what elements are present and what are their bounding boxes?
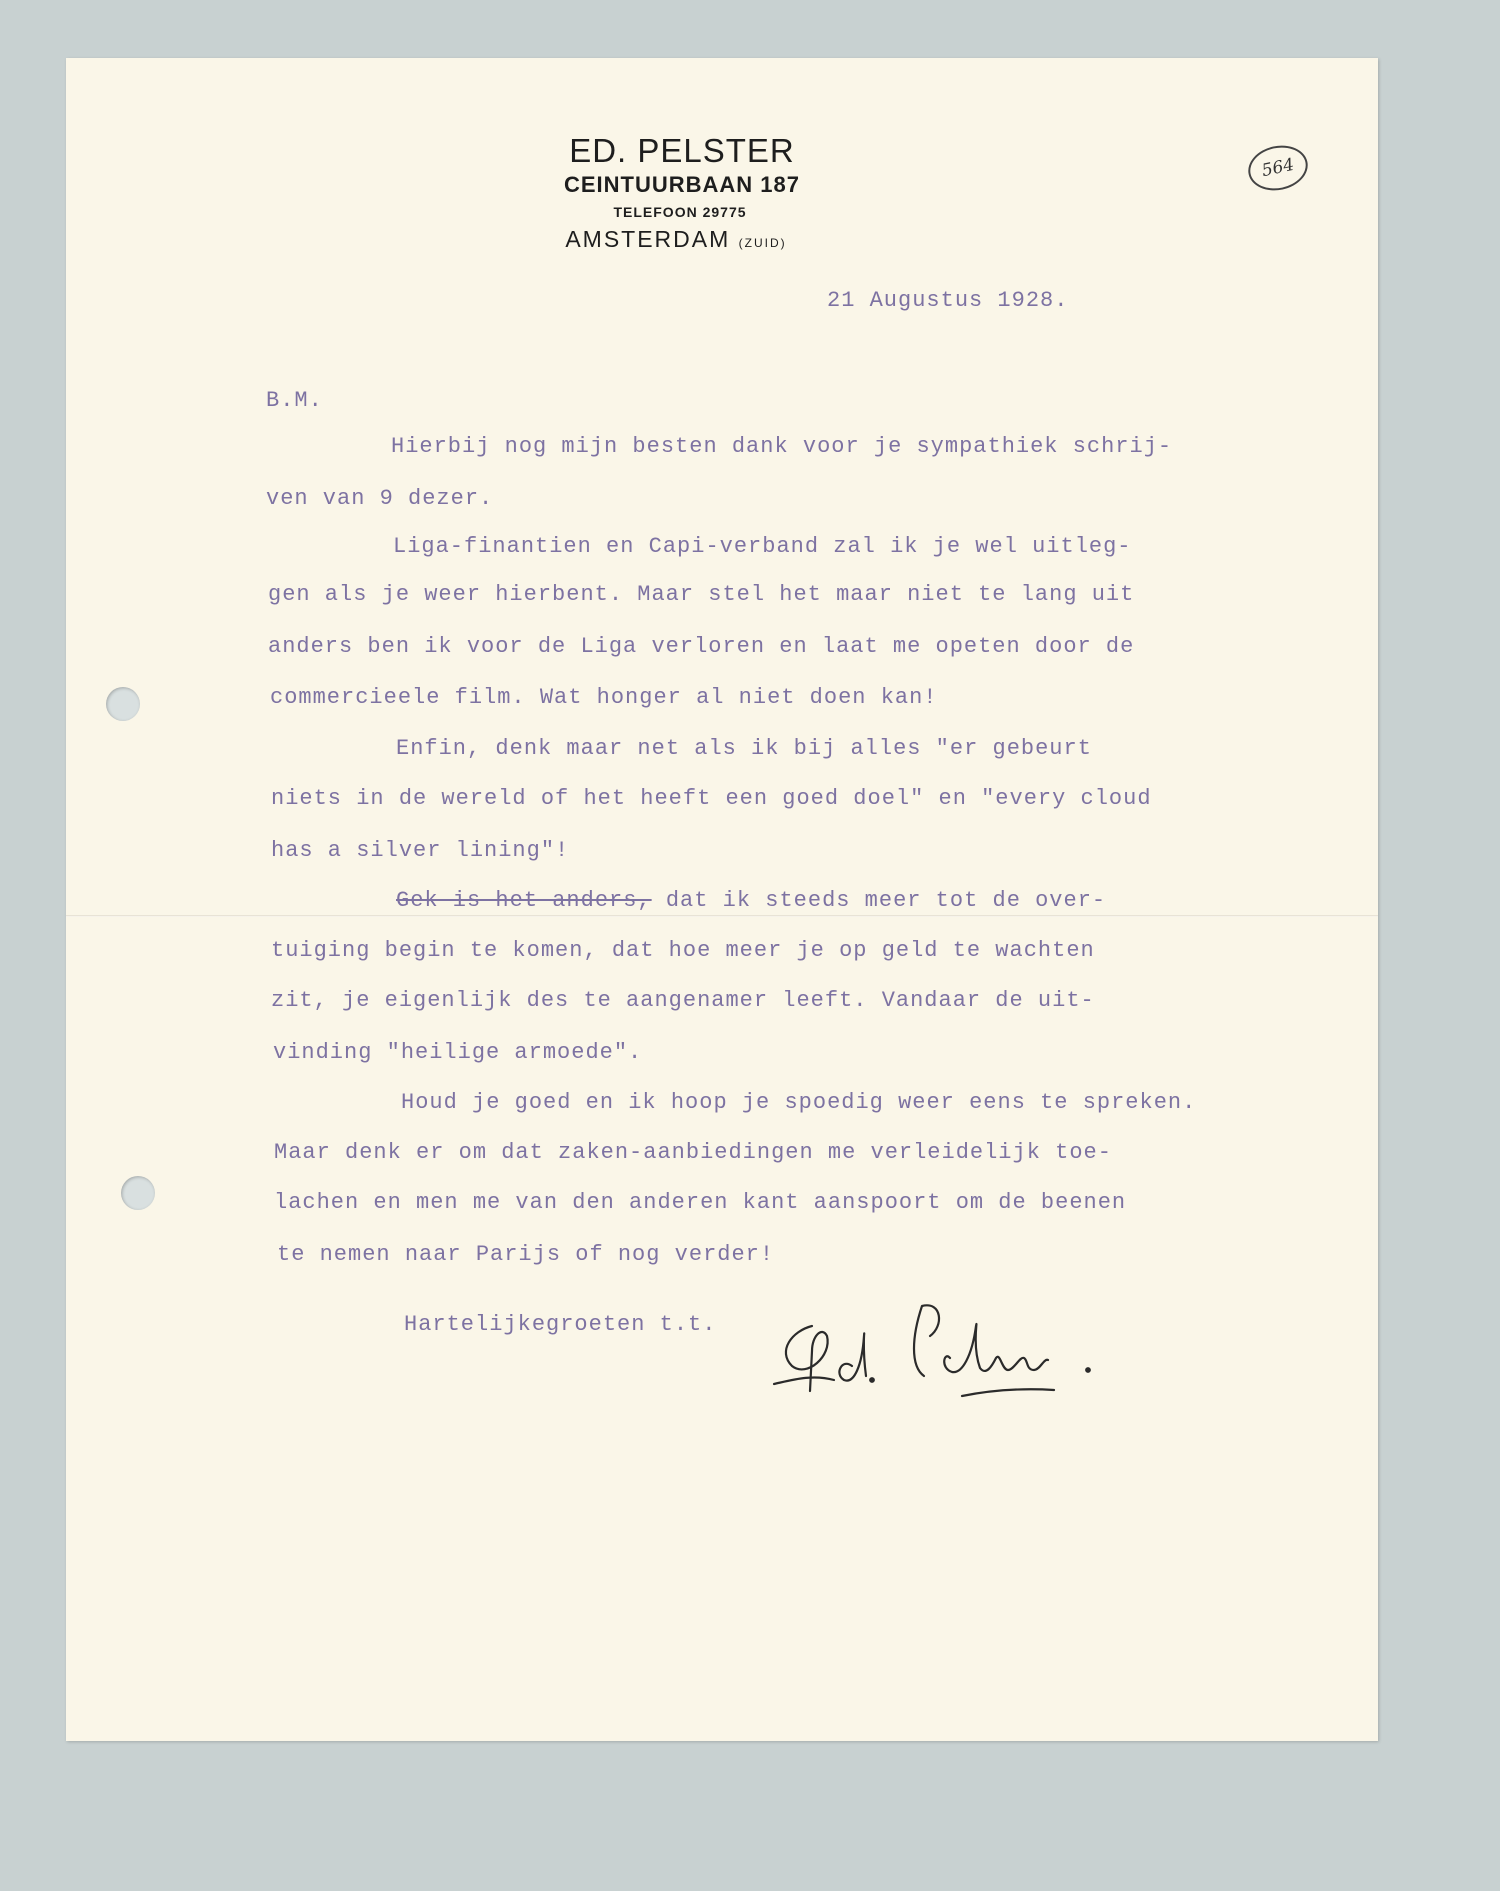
signature-stroke	[786, 1326, 828, 1391]
signature-dot	[870, 1378, 874, 1382]
body-line: zit, je eigenlijk des te aangenamer leeft. Vandaar de uit-	[271, 988, 1095, 1013]
salutation: B.M.	[266, 388, 323, 413]
letterhead-district: (ZUID)	[738, 236, 787, 250]
body-line: niets in de wereld of het heeft een goed doel" en "every cloud	[271, 786, 1152, 811]
signature-stroke	[839, 1333, 866, 1380]
handwritten-signature	[772, 1296, 1162, 1416]
body-line: tuiging begin te komen, dat hoe meer je op geld te wachten	[271, 938, 1095, 963]
fold-crease	[66, 915, 1378, 917]
signature-stroke	[914, 1305, 939, 1376]
letterhead-city: AMSTERDAM	[565, 226, 731, 252]
body-line: has a silver lining"!	[271, 838, 570, 863]
body-line: gen als je weer hierbent. Maar stel het maar niet te lang uit	[268, 582, 1135, 607]
punch-hole-lower	[121, 1176, 155, 1210]
body-line: lachen en men me van den anderen kant aanspoort om de beenen	[274, 1190, 1127, 1215]
body-line: Liga-finantien en Capi-verband zal ik je wel uitleg-	[393, 534, 1132, 559]
body-line: anders ben ik voor de Liga verloren en laat me opeten door de	[268, 634, 1135, 659]
signature-stroke	[944, 1324, 1048, 1372]
struck-phrase: Gek is het anders,	[396, 888, 652, 913]
letterhead-name: ED. PELSTER	[569, 132, 795, 169]
body-line: te nemen naar Parijs of nog verder!	[277, 1242, 775, 1267]
body-line: ven van 9 dezer.	[266, 486, 494, 511]
letter-page	[66, 58, 1378, 1741]
body-line: Enfin, denk maar net als ik bij alles "er gebeurt	[396, 736, 1092, 761]
body-line: vinding "heilige armoede".	[273, 1040, 643, 1065]
body-line: commercieele film. Wat honger al niet doen kan!	[270, 685, 938, 710]
letterhead-phone: TELEFOON 29775	[613, 204, 747, 220]
signature-underline	[962, 1389, 1054, 1396]
body-line-text: dat ik steeds meer tot de over-	[665, 888, 1107, 913]
punch-hole-upper	[106, 687, 140, 721]
letterhead-city-line	[20, 226, 1332, 253]
letter-date: 21 Augustus 1928.	[827, 288, 1069, 313]
body-line: Houd je goed en ik hoop je spoedig weer eens te spreken.	[401, 1090, 1197, 1115]
body-line	[396, 888, 1106, 913]
archive-number: 564	[1244, 140, 1312, 196]
signature-stroke	[774, 1377, 834, 1384]
signature-dot	[1086, 1368, 1090, 1372]
letterhead-street: CEINTUURBAAN 187	[563, 172, 801, 197]
body-line: Hierbij nog mijn besten dank voor je sympathiek schrij-	[391, 434, 1173, 459]
body-line: Maar denk er om dat zaken-aanbiedingen me verleidelijk toe-	[274, 1140, 1112, 1165]
closing: Hartelijkegroeten t.t.	[404, 1312, 717, 1337]
